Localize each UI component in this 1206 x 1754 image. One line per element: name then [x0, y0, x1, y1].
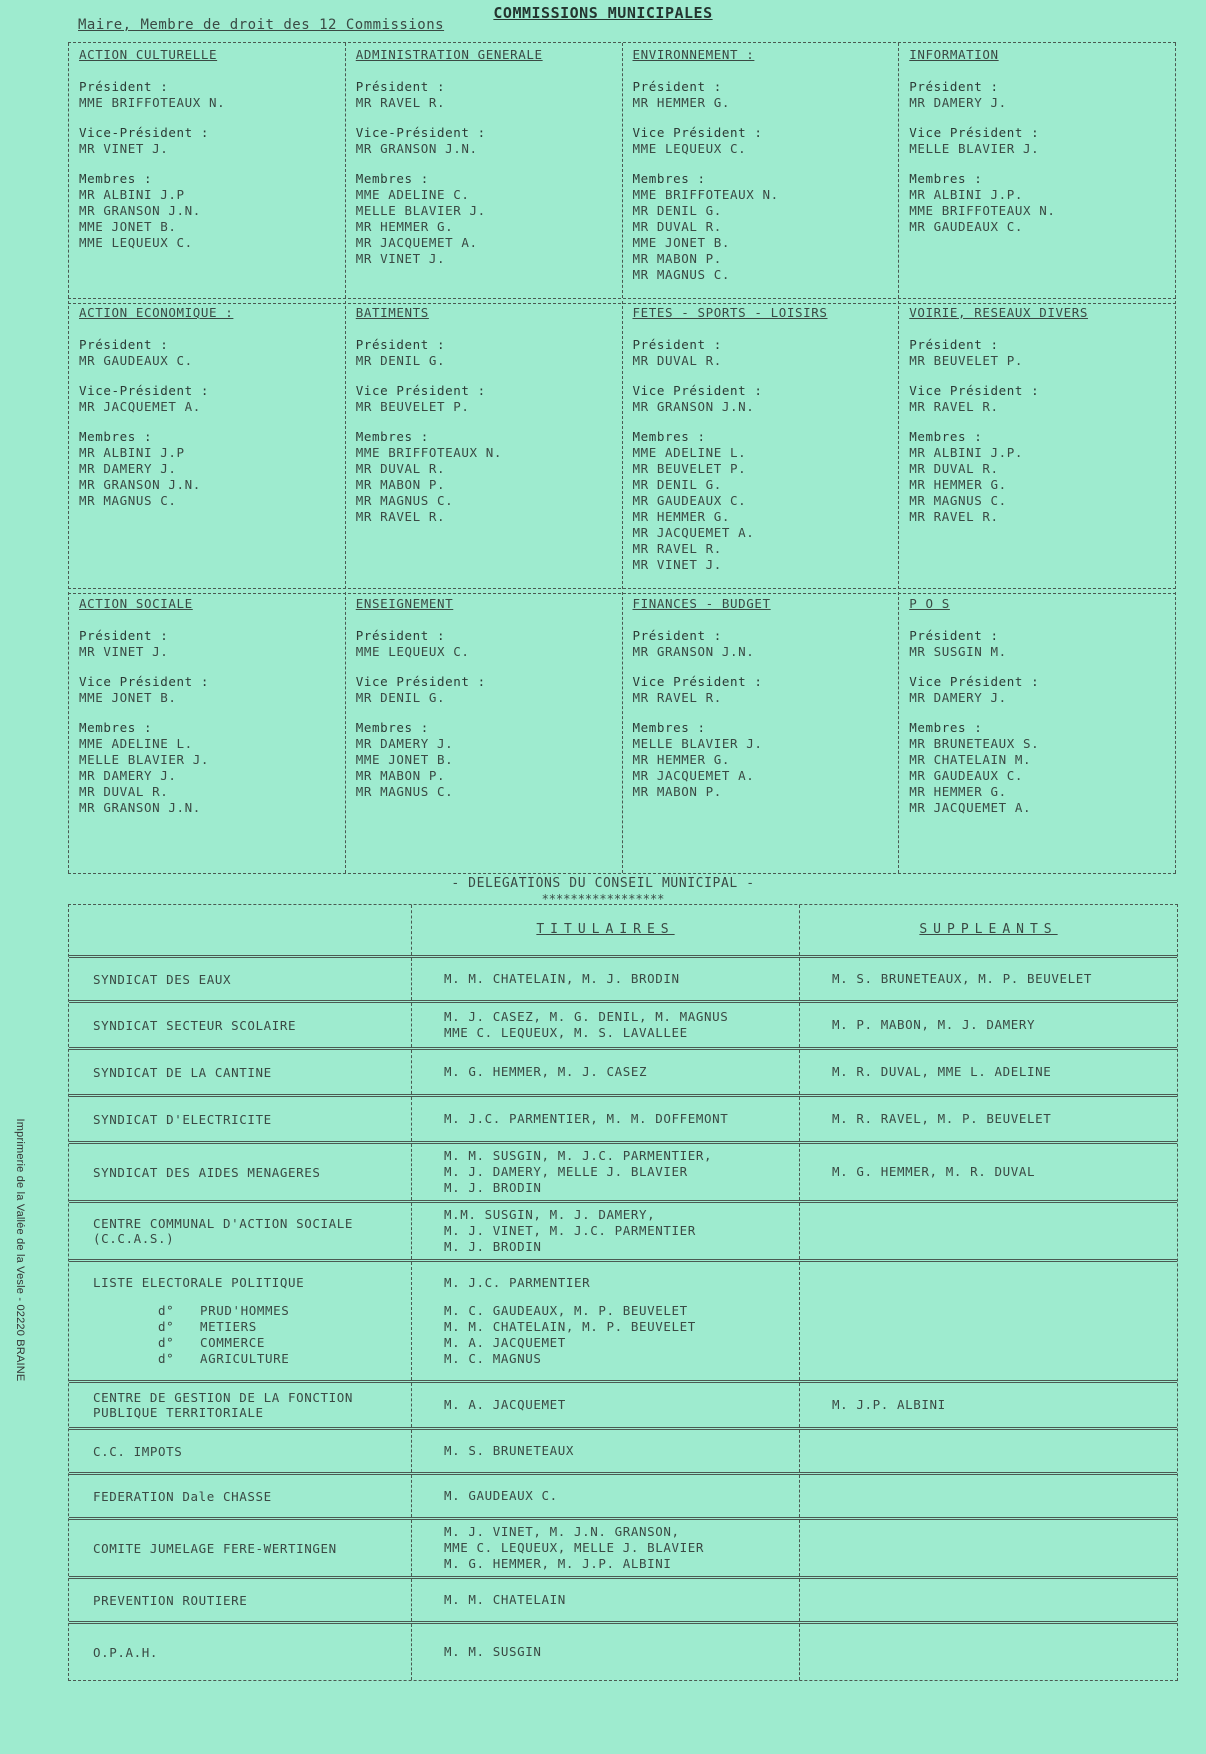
suppleant-line: M. R. RAVEL, M. P. BEUVELET: [832, 1111, 1052, 1126]
vice-president-name: MR BEUVELET P.: [355, 399, 470, 414]
member-name: MME ADELINE L.: [79, 736, 193, 751]
member-name: MME BRIFFOTEAUX N.: [632, 187, 779, 202]
delegation-name: SYNDICAT D'ELECTRICITE: [93, 1111, 272, 1127]
president-label: Président :: [632, 79, 722, 94]
delegation-titulaires: [411, 1003, 799, 1047]
member-name: MR GAUDEAUX C.: [632, 493, 747, 508]
delegation-titulaires: [411, 1624, 799, 1680]
sub-titulaire: M. C. MAGNUS: [444, 1351, 542, 1366]
page-title: COMMISSIONS MUNICIPALES: [493, 4, 713, 22]
sub-titulaire: M. C. GAUDEAUX, M. P. BEUVELET: [444, 1303, 688, 1318]
member-name: MR HEMMER G.: [355, 219, 454, 234]
delegations-header-row: [69, 905, 1177, 955]
commission-cell: [898, 43, 1176, 298]
president-name: MR HEMMER G.: [632, 95, 731, 110]
sub-titulaire: M. M. CHATELAIN, M. P. BEUVELET: [444, 1319, 696, 1334]
president-name: MR BEUVELET P.: [909, 353, 1024, 368]
vice-president-name: MR GRANSON J.N.: [632, 399, 755, 414]
ditto-mark: d°: [158, 1319, 175, 1334]
member-name: MR DAMERY J.: [79, 768, 177, 783]
vice-president-name: MR RAVEL R.: [909, 399, 999, 414]
delegation-titulaires: [411, 1475, 799, 1517]
delegation-row: [69, 1517, 1177, 1576]
commission-title: ACTION SOCIALE: [79, 596, 193, 611]
delegation-name: SYNDICAT DES AIDES MENAGERES: [93, 1164, 321, 1180]
commission-cell: [345, 43, 622, 298]
sub-item: [93, 1319, 289, 1335]
member-name: MR GRANSON J.N.: [79, 800, 201, 815]
commission-cell: [68, 43, 345, 298]
president-name: MR GRANSON J.N.: [632, 644, 755, 659]
commission-cell: [622, 592, 899, 873]
member-name: MR DENIL G.: [632, 477, 722, 492]
delegation-suppleants: [799, 1262, 1177, 1380]
titulaire-line: M. J. DAMERY, MELLE J. BLAVIER: [444, 1164, 688, 1179]
titulaire-line: M. G. HEMMER, M. J.P. ALBINI: [444, 1556, 672, 1571]
titulaire-line: MME C. LEQUEUX, M. S. LAVALLEE: [444, 1025, 688, 1040]
vice-president-label: Vice Président :: [79, 674, 210, 689]
delegation-row: [69, 955, 1177, 1000]
members-label: Membres :: [909, 720, 983, 735]
member-name: MR CHATELAIN M.: [909, 752, 1032, 767]
titulaire-line: MME C. LEQUEUX, MELLE J. BLAVIER: [444, 1540, 705, 1555]
member-name: MR DAMERY J.: [79, 461, 177, 476]
titulaire-line: M. M. SUSGIN: [444, 1644, 542, 1659]
president-label: Président :: [79, 79, 169, 94]
delegation-suppleants: [799, 1383, 1177, 1427]
member-name: MELLE BLAVIER J.: [79, 752, 210, 767]
member-name: MELLE BLAVIER J.: [355, 203, 486, 218]
president-label: Président :: [79, 628, 169, 643]
members-label: Membres :: [355, 720, 429, 735]
suppleant-line: M. J.P. ALBINI: [832, 1397, 946, 1412]
member-name: MR MAGNUS C.: [355, 784, 454, 799]
vice-president-label: Vice Président :: [355, 674, 486, 689]
commission-title: P O S: [909, 596, 950, 611]
commission-cell: [345, 592, 622, 873]
member-name: MR RAVEL R.: [909, 509, 999, 524]
members-label: Membres :: [632, 720, 706, 735]
member-name: MR HEMMER G.: [909, 784, 1007, 799]
delegation-name: C.C. IMPOTS: [93, 1443, 183, 1459]
member-name: MR VINET J.: [632, 557, 722, 572]
sub-list: [444, 1303, 799, 1367]
member-name: MELLE BLAVIER J.: [632, 736, 763, 751]
commission-cell: [898, 592, 1176, 873]
commission-cell: [622, 43, 899, 298]
delegation-titulaires: [411, 1144, 799, 1200]
delegation-row: [69, 1259, 1177, 1380]
commission-title: INFORMATION: [909, 47, 999, 62]
member-name: MR DUVAL R.: [632, 219, 722, 234]
sub-label: COMMERCE: [200, 1335, 266, 1350]
vice-president-name: MR VINET J.: [79, 141, 169, 156]
vice-president-label: Vice Président :: [632, 674, 763, 689]
sub-label: AGRICULTURE: [200, 1351, 290, 1366]
ditto-mark: d°: [158, 1303, 175, 1318]
delegation-suppleants: [799, 1520, 1177, 1576]
members-label: Membres :: [909, 171, 983, 186]
member-name: MR MABON P.: [632, 784, 722, 799]
delegation-name: CENTRE DE GESTION DE LA FONCTION PUBLIQUE TERRITORIALE: [93, 1390, 354, 1420]
member-name: MR DUVAL R.: [355, 461, 446, 476]
titulaire-line: M. J. VINET, M. J.N. GRANSON,: [444, 1524, 680, 1539]
commission-cell: [622, 301, 899, 589]
commission-cell: [68, 301, 345, 589]
president-label: Président :: [79, 337, 169, 352]
president-name: MR DENIL G.: [355, 353, 446, 368]
delegation-titulaires: [411, 1097, 799, 1141]
vice-president-label: Vice Président :: [909, 674, 1040, 689]
suppleant-line: M. R. DUVAL, MME L. ADELINE: [832, 1064, 1052, 1079]
president-name: MR DUVAL R.: [632, 353, 722, 368]
sub-label: METIERS: [200, 1319, 257, 1334]
delegations-heading: - DELEGATIONS DU CONSEIL MUNICIPAL -: [451, 876, 755, 891]
vice-president-label: Vice Président :: [632, 125, 763, 140]
delegation-suppleants: [799, 1203, 1177, 1259]
delegation-name: SYNDICAT DES EAUX: [93, 971, 232, 987]
member-name: MME ADELINE L.: [632, 445, 747, 460]
vice-president-label: Vice-Président :: [355, 125, 486, 140]
delegation-name: SYNDICAT DE LA CANTINE: [93, 1064, 272, 1080]
vice-president-name: MR JACQUEMET A.: [79, 399, 201, 414]
president-name: MR RAVEL R.: [355, 95, 446, 110]
sub-item: [93, 1303, 289, 1319]
delegation-suppleants: [799, 958, 1177, 1000]
commission-title: BATIMENTS: [355, 305, 429, 320]
member-name: MR GRANSON J.N.: [79, 477, 201, 492]
ditto-mark: d°: [158, 1335, 175, 1350]
member-name: MR ALBINI J.P.: [909, 445, 1024, 460]
delegation-titulaires: [411, 1050, 799, 1094]
commission-title: ACTION ECONOMIQUE :: [79, 305, 234, 320]
suppleant-line: M. P. MABON, M. J. DAMERY: [832, 1017, 1036, 1032]
suppleant-line: M. S. BRUNETEAUX, M. P. BEUVELET: [832, 971, 1093, 986]
members-label: Membres :: [79, 720, 153, 735]
member-name: MR BEUVELET P.: [632, 461, 747, 476]
sub-item: [93, 1335, 289, 1351]
delegations-stars: *****************: [541, 892, 665, 906]
member-name: MR GRANSON J.N.: [79, 203, 201, 218]
member-name: MR GAUDEAUX C.: [909, 768, 1024, 783]
printer-imprint: Imprimerie de la Vallée de la Vesle - 02220 BRAINE: [14, 1118, 26, 1382]
titulaire-line: M. J. BRODIN: [444, 1239, 542, 1254]
delegation-name: FEDERATION Dale CHASSE: [93, 1488, 272, 1504]
titulaire-line: M. J. VINET, M. J.C. PARMENTIER: [444, 1223, 696, 1238]
member-name: MR HEMMER G.: [632, 509, 731, 524]
commission-title: VOIRIE, RESEAUX DIVERS: [909, 305, 1089, 320]
delegation-titulaires: [411, 1579, 799, 1621]
member-name: MR ALBINI J.P: [79, 445, 185, 460]
vice-president-label: Vice-Président :: [79, 125, 210, 140]
member-name: MR BRUNETEAUX S.: [909, 736, 1040, 751]
delegation-row: [69, 1141, 1177, 1200]
delegation-row: [69, 1380, 1177, 1427]
president-label: Président :: [355, 628, 446, 643]
member-name: MR VINET J.: [355, 251, 446, 266]
delegation-row: [69, 1000, 1177, 1047]
member-name: MR DENIL G.: [632, 203, 722, 218]
delegation-row: [69, 1047, 1177, 1094]
member-name: MR ALBINI J.P.: [909, 187, 1024, 202]
col-titulaires: TITULAIRES: [411, 905, 799, 955]
delegation-row: [69, 1200, 1177, 1259]
delegation-titulaires: [411, 958, 799, 1000]
president-name: MR DAMERY J.: [909, 95, 1007, 110]
delegation-titulaires: [411, 1203, 799, 1259]
ditto-mark: d°: [158, 1351, 175, 1366]
titulaire-line: M. J. CASEZ, M. G. DENIL, M. MAGNUS: [444, 1009, 729, 1024]
president-label: Président :: [632, 337, 722, 352]
delegation-titulaires: [411, 1520, 799, 1576]
delegation-row: [69, 1576, 1177, 1621]
vice-president-name: MR DAMERY J.: [909, 690, 1007, 705]
member-name: MR JACQUEMET A.: [632, 525, 755, 540]
member-name: MME JONET B.: [79, 219, 177, 234]
member-name: MR DUVAL R.: [79, 784, 169, 799]
delegation-row: [69, 1427, 1177, 1472]
delegation-name: CENTRE COMMUNAL D'ACTION SOCIALE (C.C.A.S.): [93, 1216, 354, 1246]
delegation-titulaires: [411, 1430, 799, 1472]
delegation-name: PREVENTION ROUTIERE: [93, 1592, 248, 1608]
delegation-suppleants: [799, 1050, 1177, 1094]
maire-note: Maire, Membre de droit des 12 Commissions: [78, 17, 445, 33]
member-name: MR DUVAL R.: [909, 461, 999, 476]
delegation-name: SYNDICAT SECTEUR SCOLAIRE: [93, 1017, 297, 1033]
vice-president-label: Vice Président :: [632, 383, 763, 398]
member-name: MR MABON P.: [632, 251, 722, 266]
member-name: MR RAVEL R.: [355, 509, 446, 524]
vice-president-label: Vice Président :: [909, 383, 1040, 398]
president-name: MR VINET J.: [79, 644, 169, 659]
titulaire-line: M. M. CHATELAIN: [444, 1592, 566, 1607]
member-name: MME BRIFFOTEAUX N.: [909, 203, 1056, 218]
president-label: Président :: [909, 628, 999, 643]
delegations-table: [68, 904, 1178, 1681]
delegation-suppleants: [799, 1430, 1177, 1472]
suppleant-line: M. G. HEMMER, M. R. DUVAL: [832, 1164, 1036, 1179]
members-label: Membres :: [632, 429, 706, 444]
titulaire-line: M. J. BRODIN: [444, 1180, 542, 1195]
commissions-row-3: [68, 592, 1176, 873]
members-label: Membres :: [909, 429, 983, 444]
vice-president-label: Vice-Président :: [79, 383, 210, 398]
member-name: MME ADELINE C.: [355, 187, 470, 202]
commissions-row-1: [68, 43, 1176, 298]
member-name: MR MAGNUS C.: [632, 267, 731, 282]
vice-president-name: MR GRANSON J.N.: [355, 141, 478, 156]
sub-item: [93, 1351, 289, 1367]
members-label: Membres :: [632, 171, 706, 186]
president-label: Président :: [632, 628, 722, 643]
commission-cell: [68, 592, 345, 873]
president-name: MME LEQUEUX C.: [355, 644, 470, 659]
delegation-suppleants: [799, 1144, 1177, 1200]
member-name: MR MABON P.: [355, 768, 446, 783]
sub-titulaire: M. A. JACQUEMET: [444, 1335, 566, 1350]
commission-cell: [898, 301, 1176, 589]
titulaire-line: M.M. SUSGIN, M. J. DAMERY,: [444, 1207, 656, 1222]
delegation-suppleants: [799, 1097, 1177, 1141]
vice-president-name: MELLE BLAVIER J.: [909, 141, 1040, 156]
member-name: MME JONET B.: [632, 235, 731, 250]
delegation-titulaires: [411, 1262, 799, 1380]
member-name: MR MABON P.: [355, 477, 446, 492]
delegation-name: O.P.A.H.: [93, 1644, 159, 1660]
titulaire-line: M. J.C. PARMENTIER, M. M. DOFFEMONT: [444, 1111, 729, 1126]
titulaire-line: M. S. BRUNETEAUX: [444, 1443, 575, 1458]
titulaire-line: M. GAUDEAUX C.: [444, 1488, 558, 1503]
sub-list: [93, 1303, 289, 1367]
member-name: MR JACQUEMET A.: [355, 235, 478, 250]
president-label: Président :: [355, 337, 446, 352]
titulaire-line: M. M. SUSGIN, M. J.C. PARMENTIER,: [444, 1148, 713, 1163]
member-name: MR GAUDEAUX C.: [909, 219, 1024, 234]
delegation-suppleants: [799, 1579, 1177, 1621]
members-label: Membres :: [79, 171, 153, 186]
vice-president-name: MR RAVEL R.: [632, 690, 722, 705]
member-name: MR HEMMER G.: [909, 477, 1007, 492]
delegation-suppleants: [799, 1624, 1177, 1680]
titulaire-line: M. G. HEMMER, M. J. CASEZ: [444, 1064, 648, 1079]
member-name: MR JACQUEMET A.: [909, 800, 1032, 815]
member-name: MME BRIFFOTEAUX N.: [355, 445, 503, 460]
member-name: MR JACQUEMET A.: [632, 768, 755, 783]
delegation-name: COMITE JUMELAGE FERE-WERTINGEN: [93, 1540, 337, 1556]
member-name: MR DAMERY J.: [355, 736, 454, 751]
sub-label: PRUD'HOMMES: [200, 1303, 290, 1318]
delegation-row: [69, 1621, 1177, 1680]
titulaire-line: M. A. JACQUEMET: [444, 1397, 566, 1412]
delegation-suppleants: [799, 1003, 1177, 1047]
president-label: Président :: [909, 79, 999, 94]
commissions-grid: [68, 42, 1176, 874]
member-name: MR RAVEL R.: [632, 541, 722, 556]
member-name: MME LEQUEUX C.: [79, 235, 193, 250]
president-name: MR GAUDEAUX C.: [79, 353, 193, 368]
member-name: MME JONET B.: [355, 752, 454, 767]
delegation-suppleants: [799, 1475, 1177, 1517]
delegation-titulaires: [411, 1383, 799, 1427]
commission-title: ENSEIGNEMENT: [355, 596, 454, 611]
commission-title: FINANCES - BUDGET: [632, 596, 771, 611]
delegation-row: [69, 1472, 1177, 1517]
vice-president-label: Vice Président :: [909, 125, 1040, 140]
president-label: Président :: [909, 337, 999, 352]
commission-title: ADMINISTRATION GENERALE: [355, 47, 543, 62]
commission-cell: [345, 301, 622, 589]
members-label: Membres :: [355, 429, 429, 444]
col-suppleants: SUPPLEANTS: [799, 905, 1177, 955]
president-name: MME BRIFFOTEAUX N.: [79, 95, 226, 110]
titulaire-line: M. J.C. PARMENTIER: [444, 1275, 591, 1290]
titulaire-line: M. M. CHATELAIN, M. J. BRODIN: [444, 971, 680, 986]
vice-president-label: Vice Président :: [355, 383, 486, 398]
members-label: Membres :: [79, 429, 153, 444]
delegation-name: LISTE ELECTORALE POLITIQUE d° PRUD'HOMMES d° METIERS d° COMMERCE d° AGRICULTURE: [93, 1275, 305, 1366]
member-name: MR HEMMER G.: [632, 752, 731, 767]
commissions-row-2: [68, 301, 1176, 589]
member-name: MR ALBINI J.P: [79, 187, 185, 202]
president-label: Président :: [355, 79, 446, 94]
commission-title: ENVIRONNEMENT :: [632, 47, 755, 62]
commission-title: ACTION CULTURELLE: [79, 47, 218, 62]
members-label: Membres :: [355, 171, 429, 186]
president-name: MR SUSGIN M.: [909, 644, 1007, 659]
vice-president-name: MR DENIL G.: [355, 690, 446, 705]
delegation-row: [69, 1094, 1177, 1141]
vice-president-name: MME JONET B.: [79, 690, 177, 705]
vice-president-name: MME LEQUEUX C.: [632, 141, 747, 156]
member-name: MR MAGNUS C.: [355, 493, 454, 508]
member-name: MR MAGNUS C.: [909, 493, 1007, 508]
member-name: MR MAGNUS C.: [79, 493, 177, 508]
commission-title: FETES - SPORTS - LOISIRS: [632, 305, 828, 320]
